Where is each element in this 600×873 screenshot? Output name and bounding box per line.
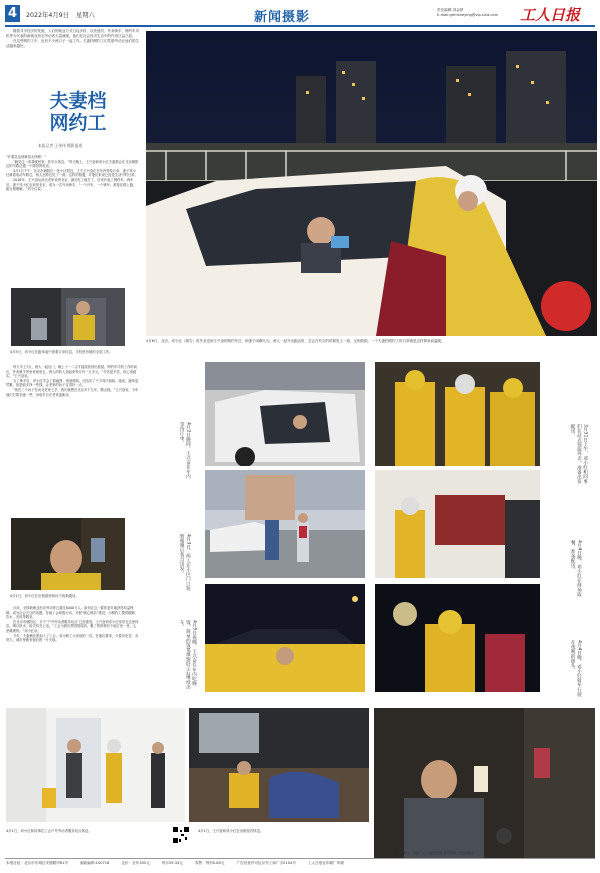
body-paragraph: 当了骑手后，邓小红学会了看地图、规划路线，还结识了不少同行姐妹。她说，跑单虽然累，但是能多挣一些钱，让老家的孩子过得好一点。 bbox=[6, 378, 139, 388]
photo-video-call bbox=[11, 518, 125, 590]
photo-illustration bbox=[11, 518, 125, 590]
photo-mall-pickup bbox=[375, 470, 540, 578]
feature-byline: 本报记者 王伟伟 摄影报道 bbox=[38, 143, 83, 148]
footer-license: 广告经营许可证京东工商广字0104号 bbox=[236, 861, 296, 865]
header-rule bbox=[5, 25, 595, 27]
footer-rule bbox=[5, 858, 595, 859]
photo-illustration bbox=[374, 708, 595, 858]
caption-bottom-left: 4月1日，邓小红和同事在工会户外劳动者服务站点休息。 bbox=[6, 829, 92, 833]
photo-service-station bbox=[6, 708, 185, 822]
photo-illustration bbox=[205, 362, 365, 466]
photo-rented-room bbox=[189, 708, 369, 822]
caption-grid-r2-right: 4月4日晚，邓小红在商场取餐，准备配送。 bbox=[570, 540, 582, 597]
masthead-logo: 工人日报 bbox=[520, 6, 581, 24]
photo-night-meal bbox=[205, 584, 365, 692]
body-paragraph: 在北京市朝阳区，多个“户外劳动者服务站点”已经建成，王兴奋和邓小红常常在这里休息，喝口热水，给手机充上电。“工会为我们想得很周到，累了的时候有个地方坐一坐，心里暖暖的。”邓小红说。 bbox=[6, 619, 139, 633]
photo-street-meeting bbox=[205, 470, 365, 578]
feature-title-line: 夫妻档 bbox=[49, 90, 107, 112]
date-text: 2022年4月9日 bbox=[26, 12, 69, 19]
qr-code bbox=[172, 826, 190, 844]
photo-illustration bbox=[205, 584, 365, 692]
feature-body-top bbox=[6, 155, 139, 283]
footer-retail: 零售：每份0.80元 bbox=[194, 861, 225, 865]
body-paragraph: 每天早上7点，两人一起出门，晚上十一二点才陆续回到出租屋。网约车司机工作时间长，外卖骑手风里来雨里去，两人的收入加起来每月有一万多元。“辛苦是辛苦，但心里踏实。”王兴奋说。 bbox=[6, 365, 138, 379]
photo-illustration bbox=[6, 708, 185, 822]
caption-left-1: 4月5日，邓小红在跑单途中查看订单信息，手机里有她的全部工作。 bbox=[10, 350, 113, 354]
caption-bottom-mid: 4月1日，王兴奋和邓小红在出租屋内休息。 bbox=[198, 829, 264, 833]
caption-grid-r3-left: 4月5日夜晚，王兴奋在车内吃晚饭，简单的饭菜填饱肚子后继续出车。 bbox=[179, 620, 197, 689]
body-paragraph: 4月1日下午，北京市朝阳区一处小区附近，丈夫王兴奋正在车内等待订单，妻子邓小红骑着电动车路过，两人在路边见了一面。这样的相遇，对他们来说已经是生活中的日常。 bbox=[6, 168, 138, 178]
feature-body-mid bbox=[6, 365, 139, 513]
footer-printer: 工人日报社印刷厂印刷 bbox=[307, 861, 344, 865]
caption-grid-r3-right: 4月4日晚，邓小红骑车行驶在夜晚的街头。 bbox=[570, 640, 582, 697]
intro-paragraph: 随着共享经济的发展，人们的就业方式日趋多样，以快递员、外卖骑手、网约车司机等为代表的新就业形态劳动者大量涌现，他们在社会经济生活中的作用日益凸显。 bbox=[6, 29, 139, 38]
photo-illustration bbox=[205, 470, 365, 578]
caption-bottom-right: 4月6日，夫妻二人与远在河北老家的孩子视频通话。 bbox=[398, 851, 477, 855]
body-paragraph: “跑完这一单我就回家，你早点休息。”每天晚上，王兴奋和邓小红夫妻都会在北京朝阳区的马路边通一个简短的电话。 bbox=[6, 159, 139, 169]
photo-illustration bbox=[375, 470, 540, 578]
photo-driver-in-car bbox=[205, 362, 365, 466]
body-paragraph: 目前，全国新就业形态劳动者已超过8400万人。如何让这一群体更好地获得权益保障，成为社会关注的话题。各地工会积极行动，开展“暖心驿站”建设，为网约工提供歇脚、饮水、充电等服务。 bbox=[6, 606, 138, 620]
feature-title bbox=[28, 90, 128, 134]
footer-price: 定价：全年352元 bbox=[121, 861, 150, 865]
caption-grid-r2-left: 4月3日，两人在小区门口短暂相聚后各自出发。 bbox=[179, 534, 191, 591]
qr-code-icon bbox=[172, 826, 190, 844]
photo-illustration bbox=[189, 708, 369, 822]
weekday-text: 星期六 bbox=[75, 12, 95, 19]
intro-text bbox=[6, 29, 140, 49]
feature-body-bottom bbox=[6, 606, 139, 701]
photo-illustration bbox=[375, 362, 540, 466]
editor-email: E-mail:grlmsheying@vip.sina.com bbox=[437, 13, 499, 17]
photo-night-ride bbox=[375, 584, 540, 692]
caption-top-photo: 4月6日，北京，邓小红（图右）将外卖送到王兴奋的网约车边，和妻子闲聊几句。两人一起外出跑活时，总会在有空的时候见上一面，互相鼓励。一个夫妻档网约工的日常就是这样简单而温暖。 bbox=[146, 339, 445, 343]
photo-couriers-pickup bbox=[375, 362, 540, 466]
photo-illustration bbox=[146, 31, 597, 336]
issue-date bbox=[26, 10, 95, 19]
photo-family-video-call bbox=[374, 708, 595, 858]
footer-monthly: 每月29.33元 bbox=[161, 861, 183, 865]
feature-title-line: 网约工 bbox=[49, 112, 107, 134]
photo-courier-phone bbox=[11, 288, 125, 346]
footer-address: 本报社址：北京市东城区安德路甲61号 bbox=[6, 861, 69, 865]
body-paragraph: “现在三个孩子在河北老家上学，我们就想在北京多干几年，攒点钱。”王兴奋说，今年他们打算多跑一些，争取早日在老家盖新房。 bbox=[6, 387, 139, 397]
caption-grid-r1-right: 3月31日上午，邓小红和同事们在站点领取外卖，准备出发配送。 bbox=[570, 424, 588, 484]
body-paragraph: 2018年，王兴奋从河北老家来到北京，最初在工地打工，后来开起了网约车。两年后，妻子邓小红也来到北京，成为一名外卖骑手。“一个开车，一个骑车，都是在路上跑，能互相理解。”邓小红说。 bbox=[6, 177, 137, 192]
photo-illustration bbox=[375, 584, 540, 692]
editor-info bbox=[437, 8, 498, 18]
intro-paragraph: 在这些网约工中，也有不少两口子一起工作。夫妻档网约工们凭借劳动让他们的生活越来越好。 bbox=[6, 39, 139, 48]
photo-main-car-delivery bbox=[146, 31, 597, 336]
editor-name: 责任编辑:刘金梦 bbox=[437, 8, 464, 12]
photo-illustration bbox=[11, 288, 125, 346]
body-paragraph: “开着急也别骑得太快啊！” bbox=[6, 155, 46, 159]
page-number-badge: 4 bbox=[5, 5, 20, 22]
caption-left-2: 4月1日，邓小红在出租屋里和孩子视频通话。 bbox=[10, 594, 79, 598]
footer-info bbox=[6, 861, 596, 866]
caption-grid-r1-left: 4月2日晚间，王兴奋在车内等待订单。 bbox=[179, 422, 191, 479]
footer-postcode: 邮政编码:100718 bbox=[80, 861, 110, 865]
section-title: 新闻摄影 bbox=[254, 10, 311, 25]
body-paragraph: 今年，夫妻俩还都加入了工会，成为职工大家庭的一员。在他们看来，只要肯吃苦、肯努力，城市里就有他们的一片天地。 bbox=[6, 633, 139, 643]
